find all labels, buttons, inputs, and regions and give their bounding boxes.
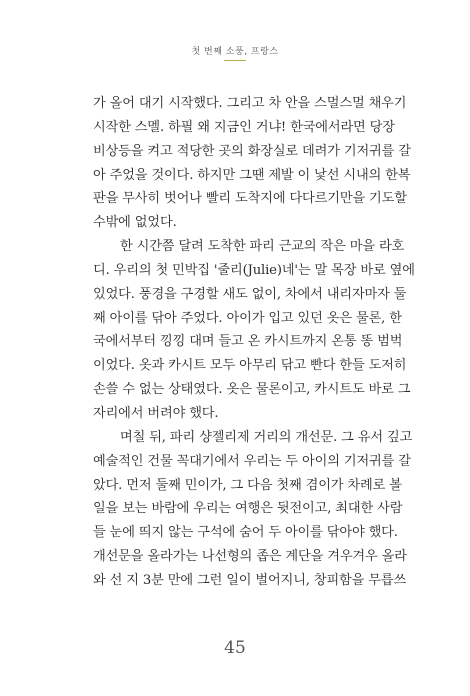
text-line: 와 선 지 3분 만에 그런 일이 벌어지니, 창피함을 무릅쓰 <box>93 572 407 588</box>
text-line: 았다. 먼저 둘째 민이가, 그 다음 첫째 겸이가 차례로 볼 <box>93 477 402 493</box>
text-line: 판을 무사히 벗어나 빨리 도착지에 다다르기만을 기도할 <box>93 191 407 207</box>
text-line: 예술적인 건물 꼭대기에서 우리는 두 아이의 기저귀를 갈 <box>93 453 411 469</box>
text-line: 가 올어 대기 시작했다. 그리고 차 안을 스멀스멀 채우기 <box>93 96 407 111</box>
body-text <box>93 92 415 593</box>
running-head-rule <box>224 60 246 61</box>
text-line: 손쓸 수 없는 상태였다. 옷은 물론이고, 카시트도 바로 그 <box>93 382 411 398</box>
running-head: 첫 번째 소풍, 프랑스 <box>191 47 279 57</box>
text-line: 들 눈에 띄지 않는 구석에 숨어 두 아이를 닦아야 했다. <box>93 525 398 541</box>
text-line: 며칠 뒤, 파리 샹젤리제 거리의 개선문. 그 유서 깊고 <box>120 429 413 445</box>
text-line: 시작한 스멜. 하필 왜 지금인 거냐! 한국에서라면 당장 <box>93 119 395 135</box>
text-line: 있었다. 풍경을 구경할 새도 없이, 차에서 내리자마자 둘 <box>93 286 407 302</box>
page-number: 45 <box>224 638 246 658</box>
text-line: 디. 우리의 첫 민박집 '줄리(Julie)네'는 말 목장 바로 옆에 <box>93 262 415 278</box>
text-line: 아 주었을 것이다. 하지만 그땐 제발 이 낯선 시내의 한복 <box>93 167 411 183</box>
text-line: 일을 보는 바람에 우리는 여행은 뒷전이고, 최대한 사람 <box>93 501 403 517</box>
text-line: 한 시간쯤 달려 도착한 파리 근교의 작은 마을 라호 <box>120 239 405 255</box>
text-line: 국에서부터 낑낑 대며 들고 온 카시트까지 온통 똥 범벅 <box>93 334 403 350</box>
text-line: 자리에서 버려야 했다. <box>93 405 219 421</box>
text-line: 수밖에 없었다. <box>93 215 177 231</box>
text-line: 째 아이를 닦아 주었다. 아이가 입고 있던 옷은 물론, 한 <box>93 310 402 326</box>
text-line: 개선문을 올라가는 나선형의 좁은 계단을 겨우겨우 올라 <box>93 549 407 565</box>
text-line: 비상등을 켜고 적당한 곳의 화장실로 데려가 기저귀를 갈 <box>93 143 411 159</box>
text-line: 이었다. 옷과 카시트 모두 아무리 닦고 빤다 한들 도저히 <box>93 358 407 374</box>
